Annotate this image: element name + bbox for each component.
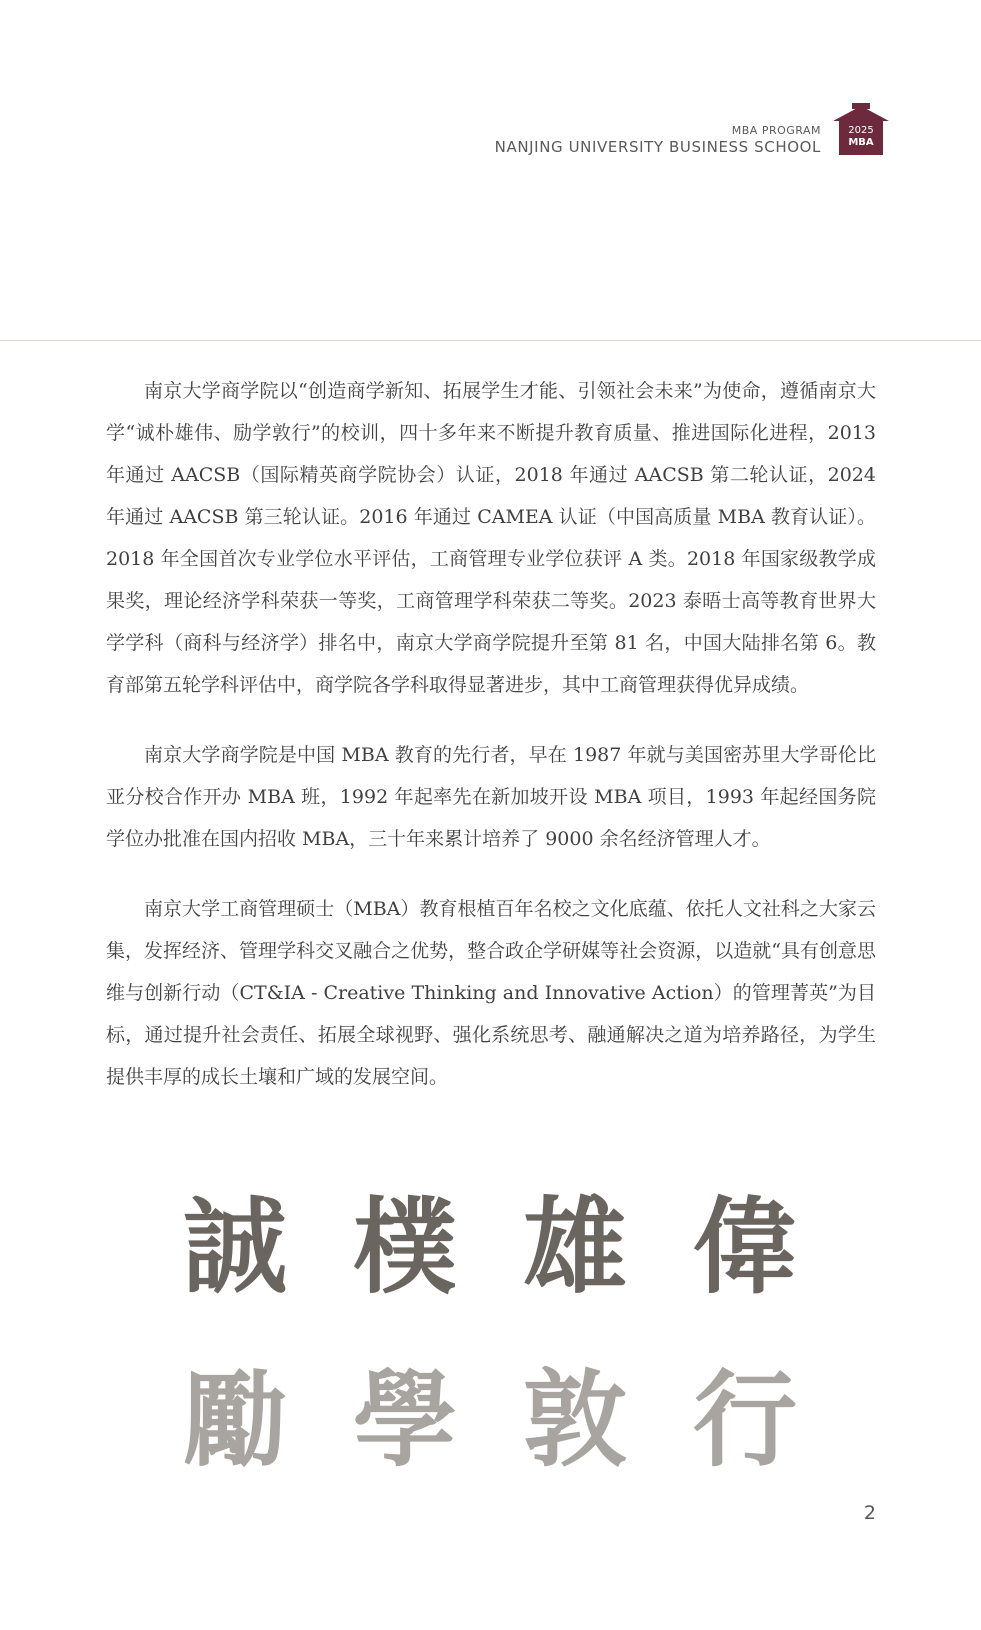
motto-row-1 <box>160 1185 820 1308</box>
motto-character: 行 <box>692 1358 797 1481</box>
motto-character: 敦 <box>522 1358 627 1481</box>
paragraph: 南京大学商学院以“创造商学新知、拓展学生才能、引领社会未来”为使命，遵循南京大学“诚朴雄伟、励学敦行”的校训，四十多年来不断提升教育质量、推进国际化进程，2013 年通过 AACSB（国际精英商学院协会）认证，2018 年通过 AACSB 第二轮认证，2024 年通过 AACSB 第三轮认证。2016 年通过 CAMEA 认证（中国高质量 MBA 教育认证）。2018 年全国首次专业学位水平评估，工商管理专业学位获评 A 类。2018 年国家级教学成果奖，理论经济学科荣获一等奖，工商管理学科荣获二等奖。2023 泰晤士高等教育世界大学学科（商科与经济学）排名中，南京大学商学院提升至第 81 名，中国大陆排名第 6。教育部第五轮学科评估中，商学院各学科取得显著进步，其中工商管理获得优异成绩。 <box>106 380 876 696</box>
motto-character: 學 <box>352 1358 457 1481</box>
motto-character: 雄 <box>522 1185 627 1308</box>
motto-character: 樸 <box>352 1185 457 1308</box>
body-text <box>106 370 876 1126</box>
motto-character: 偉 <box>692 1185 797 1308</box>
paragraph: 南京大学商学院是中国 MBA 教育的先行者，早在 1987 年就与美国密苏里大学哥伦比亚分校合作开办 MBA 班，1992 年起率先在新加坡开设 MBA 项目，1993 年起经国务院学位办批准在国内招收 MBA，三十年来累计培养了 9000 余名经济管理人才。 <box>106 744 876 850</box>
school-name: NANJING UNIVERSITY BUSINESS SCHOOL <box>494 138 821 157</box>
mba-logo-icon <box>830 103 892 155</box>
logo-label: MBA <box>848 137 874 148</box>
motto-character: 誠 <box>182 1185 287 1308</box>
motto-row-2 <box>160 1358 820 1481</box>
program-label: MBA PROGRAM <box>731 124 821 137</box>
motto-character: 勵 <box>182 1358 287 1481</box>
page-number: 2 <box>863 1502 876 1524</box>
school-header <box>495 125 821 156</box>
logo-year: 2025 <box>848 125 874 136</box>
header-divider <box>0 340 981 341</box>
paragraph: 南京大学工商管理硕士（MBA）教育根植百年名校之文化底蕴、依托人文社科之大家云集，发挥经济、管理学科交叉融合之优势，整合政企学研媒等社会资源，以造就“具有创意思维与创新行动（CT&IA - Creative Thinking and Innovative Action）的管理菁英”为目标，通过提升社会责任、拓展全球视野、强化系统思考、融通解决之道为培养路径，为学生提供丰厚的成长土壤和广域的发展空间。 <box>106 898 876 1088</box>
